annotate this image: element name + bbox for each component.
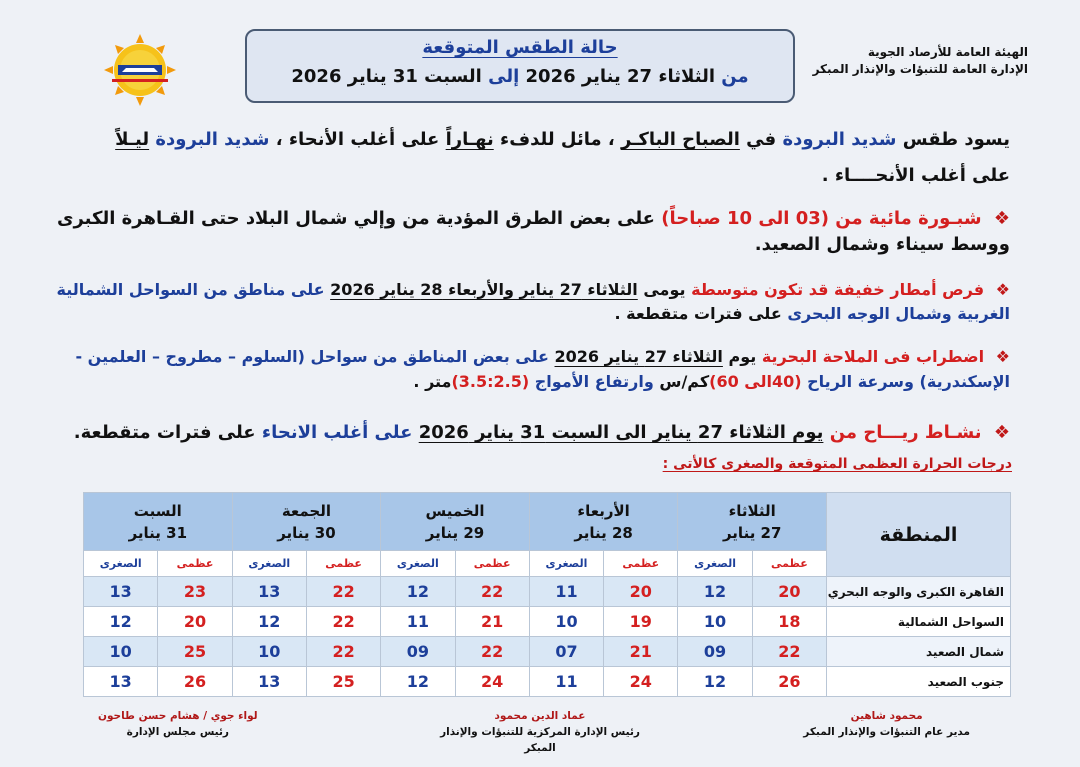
- day-header: [678, 493, 827, 551]
- table-row: [84, 637, 1011, 667]
- table-row: [84, 607, 1011, 637]
- signatory-role: رئيس الإدارة المركزية للتنبؤات والإنذار المبكر: [440, 726, 640, 754]
- sea-areas: على بعض المناطق من سواحل (السلوم – مطروح – العلمين - الإسكندرية): [75, 347, 1010, 391]
- region-name: شمال الصعيد: [827, 637, 1011, 667]
- max-label: عظمى: [455, 551, 529, 577]
- min-temp: 07: [529, 637, 603, 667]
- day-header: [84, 493, 233, 551]
- max-temp: 24: [604, 667, 678, 697]
- signatory-name: محمود شاهين: [850, 710, 923, 722]
- max-temp: 20: [158, 607, 232, 637]
- summary-underline: نهـاراً: [445, 129, 494, 150]
- bullet-rain: [50, 278, 1010, 326]
- min-label: الصغرى: [529, 551, 603, 577]
- summary-highlight: شديد البرودة: [782, 129, 897, 150]
- min-temp: 13: [84, 667, 158, 697]
- bullet-fog: [50, 206, 1010, 258]
- min-temp: 13: [232, 667, 306, 697]
- day-date: 27 يناير: [722, 523, 782, 542]
- min-temp: 13: [232, 577, 306, 607]
- summary-highlight: شديد البرودة: [155, 129, 270, 150]
- summary-underline: الصباح الباكـر: [621, 129, 740, 150]
- region-name: جنوب الصعيد: [827, 667, 1011, 697]
- bullet-wind: [50, 420, 1010, 446]
- sea-wave-unit: متر .: [413, 372, 452, 391]
- min-temp: 09: [678, 637, 752, 667]
- max-temp: 25: [306, 667, 380, 697]
- max-temp: 19: [604, 607, 678, 637]
- rain-areas: على مناطق من السواحل الشمالية الغربية وشمال الوجه البحرى: [56, 280, 1010, 323]
- day-header: [529, 493, 678, 551]
- day-header: [232, 493, 381, 551]
- day-name: الأربعاء: [577, 501, 630, 520]
- summary-paragraph: [50, 122, 1010, 194]
- min-temp: 10: [232, 637, 306, 667]
- max-label: عظمى: [158, 551, 232, 577]
- wind-areas: على أغلب الانحاء: [261, 422, 413, 443]
- temperature-table: [83, 492, 1011, 697]
- fog-areas: على بعض الطرق المؤدية من وإلي شمال البلاد حتى القـاهرة الكبرى ووسط سيناء وشمال الصعيد.: [56, 208, 1010, 255]
- max-temp: 26: [158, 667, 232, 697]
- day-date: 28 يناير: [574, 523, 633, 542]
- min-label: الصغرى: [381, 551, 455, 577]
- min-temp: 09: [381, 637, 455, 667]
- temperatures-heading: درجات الحرارة العظمى المتوقعة والصغرى كالأتى :: [662, 456, 1012, 472]
- signature-director: [803, 708, 970, 740]
- max-temp: 22: [306, 577, 380, 607]
- rain-text: يومى: [643, 280, 686, 299]
- day-name: الثلاثاء: [728, 501, 776, 520]
- min-label: الصغرى: [678, 551, 752, 577]
- max-temp: 22: [306, 607, 380, 637]
- max-temp: 23: [158, 577, 232, 607]
- min-temp: 12: [381, 577, 455, 607]
- day-name: الجمعة: [281, 501, 332, 520]
- summary-text: على أغلب الأنحــــاء .: [821, 165, 1010, 186]
- max-temp: 18: [752, 607, 826, 637]
- sea-wave-height: (3.5:2.5): [451, 372, 530, 391]
- table-row: [84, 667, 1011, 697]
- min-temp: 11: [529, 667, 603, 697]
- max-temp: 22: [455, 577, 529, 607]
- org-line-2: الإدارة العامة للتنبؤات والإنذار المبكر: [812, 62, 1028, 76]
- region-name: القاهرة الكبرى والوجه البحري: [827, 577, 1011, 607]
- max-label: عظمى: [752, 551, 826, 577]
- max-temp: 22: [752, 637, 826, 667]
- summary-text: ، مائل للدفء: [500, 129, 615, 150]
- min-temp: 12: [232, 607, 306, 637]
- diamond-bullet-icon: ❖: [995, 280, 1010, 299]
- max-temp: 25: [158, 637, 232, 667]
- rain-chance: فرص أمطار خفيفة قد تكون متوسطة: [691, 280, 985, 299]
- min-label: الصغرى: [232, 551, 306, 577]
- ema-logo-icon: [90, 32, 190, 108]
- rain-text: على فترات متقطعة .: [614, 304, 782, 323]
- date-range: [247, 66, 793, 87]
- rain-dates: الثلاثاء 27 يناير والأربعاء 28 يناير 2026: [330, 280, 638, 299]
- day-name: السبت: [133, 501, 182, 520]
- fog-time: شبـورة مائية من (03 الى 10 صباحاً): [661, 208, 982, 229]
- sea-warning: اضطراب فى الملاحة البحرية: [761, 347, 985, 366]
- signatory-role: مدير عام التنبؤات والإنذار المبكر: [803, 726, 970, 738]
- bullet-sea: [50, 344, 1010, 394]
- sea-wind-unit: كم/س: [659, 372, 710, 391]
- min-temp: 10: [678, 607, 752, 637]
- min-label: الصغرى: [84, 551, 158, 577]
- max-label: عظمى: [306, 551, 380, 577]
- day-date: 31 يناير: [128, 523, 188, 542]
- max-temp: 22: [306, 637, 380, 667]
- summary-text: يسود طقس: [902, 129, 1010, 150]
- max-temp: 20: [604, 577, 678, 607]
- max-temp: 22: [455, 637, 529, 667]
- page-title: حالة الطقس المتوقعة: [422, 37, 618, 58]
- table-row: [84, 577, 1011, 607]
- signatory-name: عماد الدين محمود: [494, 710, 586, 722]
- min-temp: 10: [529, 607, 603, 637]
- org-line-1: الهيئة العامة للأرصاد الجوية: [867, 45, 1028, 59]
- signatory-role: رئيس مجلس الإدارة: [126, 726, 229, 738]
- min-temp: 12: [381, 667, 455, 697]
- sea-date: الثلاثاء 27 يناير 2026: [554, 347, 723, 366]
- max-label: عظمى: [604, 551, 678, 577]
- summary-underline: ليـلاً: [115, 129, 150, 150]
- signature-central-head: [440, 708, 640, 756]
- min-temp: 11: [529, 577, 603, 607]
- min-temp: 10: [84, 637, 158, 667]
- max-temp: 26: [752, 667, 826, 697]
- wind-activity: نشـاط ريـــاح من: [829, 422, 982, 443]
- signatory-name: لواء جوي / هشام حسن طاحون: [98, 710, 258, 722]
- date-to-word: إلى: [488, 66, 520, 87]
- day-header: [381, 493, 530, 551]
- min-temp: 12: [678, 577, 752, 607]
- min-temp: 12: [678, 667, 752, 697]
- diamond-bullet-icon: ❖: [993, 208, 1010, 229]
- min-temp: 11: [381, 607, 455, 637]
- wind-dates: يوم الثلاثاء 27 يناير الى السبت 31 يناير 2026: [418, 422, 824, 443]
- summary-text: على أغلب الأنحاء ،: [275, 129, 440, 150]
- region-header: المنطقة: [827, 493, 1011, 577]
- date-from-word: من: [721, 66, 749, 87]
- summary-text: في: [746, 129, 777, 150]
- max-temp: 20: [752, 577, 826, 607]
- diamond-bullet-icon: ❖: [995, 347, 1010, 366]
- signature-chairman: [98, 708, 258, 740]
- day-date: 30 يناير: [277, 523, 336, 542]
- date-to: السبت 31 يناير 2026: [291, 66, 482, 87]
- sea-wind-speed: (40الى 60): [709, 372, 802, 391]
- day-date: 29 يناير: [425, 523, 485, 542]
- title-box: [245, 29, 795, 103]
- date-from: الثلاثاء 27 يناير 2026: [525, 66, 715, 87]
- max-temp: 21: [455, 607, 529, 637]
- region-name: السواحل الشمالية: [827, 607, 1011, 637]
- sea-text: يوم: [728, 347, 757, 366]
- day-name: الخميس: [425, 501, 485, 520]
- organization-name: [778, 44, 1028, 78]
- min-temp: 12: [84, 607, 158, 637]
- sea-wave-label: وارتفاع الأمواج: [534, 372, 654, 391]
- sea-wind-label: وسرعة الرياح: [807, 372, 914, 391]
- max-temp: 21: [604, 637, 678, 667]
- min-temp: 13: [84, 577, 158, 607]
- diamond-bullet-icon: ❖: [993, 422, 1010, 443]
- max-temp: 24: [455, 667, 529, 697]
- wind-text: على فترات متقطعة.: [73, 422, 256, 443]
